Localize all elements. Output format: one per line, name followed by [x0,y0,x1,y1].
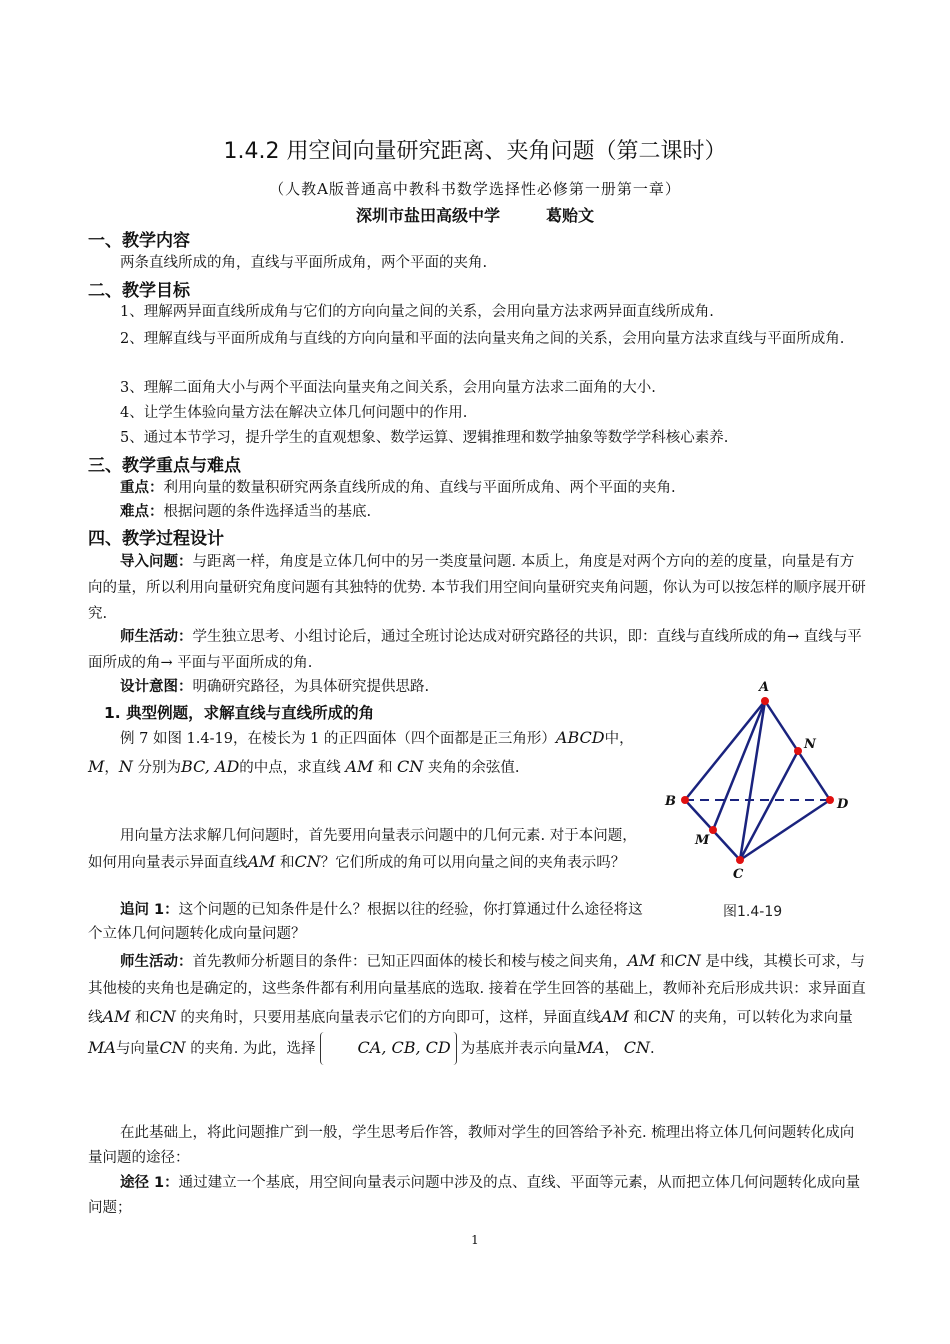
tetrahedron-figure [655,675,865,920]
author-name: 葛贻文 [546,206,595,225]
key-point-text: 利用向量的数量积研究两条直线所成的角、直线与平面所成角、两个平面的夹角. [163,480,676,496]
edge-cd [740,800,830,860]
math-bc-ad: BC, AD [181,757,240,776]
activity2-text-6: 和 [633,1010,648,1026]
label-a: A [759,680,770,695]
math-am-2: AM [247,852,276,871]
point-m [709,826,717,834]
intro-text: 与距离一样，角度是立体几何中的另一类度量问题. 本质上，角度是对两个方向的差的度量，向量是有方向的量，所以利用向量研究角度问题有其独特的优势. 本节我们用空间向量研究夹角问题，你认为可以按怎样的顺序展开研究. [88,554,866,622]
followup-paragraph [88,898,643,946]
label-d: D [837,797,849,812]
math-cn: CN [397,757,424,776]
vector-method-paragraph [88,824,643,876]
activity2-text-12: . [650,1041,655,1057]
point-d [826,796,834,804]
math-am-5: AM [600,1007,629,1026]
math-ma: MA [88,1038,116,1057]
activity2-text-2: 和 [660,954,675,970]
section-heading-process: 四、教学过程设计 [88,529,224,549]
difficult-point-text: 根据问题的条件选择适当的基底. [163,504,372,520]
followup-label: 追问 1： [120,902,179,918]
vector-text-1: 用向量方法求解几何问题时，首先要用向量表示问题中的几何元素. 对于本问题，如何用向量表示异面直线 [88,828,637,871]
vector-text-2: 和 [280,855,295,871]
math-cn-4: CN [149,1007,176,1026]
goal-item-2: 2、理解直线与平面所成角与直线的方向向量和平面的法向量夹角之间的关系，会用向量方法求直线与平面所成角. [120,331,845,347]
math-cn-5: CN [647,1007,675,1026]
activity2-text-4: 和 [135,1010,150,1026]
goal-item-1: 1、理解两异面直线所成角与它们的方向向量之间的关系，会用向量方法求两异面直线所成角. [120,304,714,320]
activity2-text-5: 的夹角时，只要用基底向量表示它们的方向即可，这样，异面直线 [180,1010,601,1026]
author-line [0,203,950,226]
goal-item-4: 4、让学生体验向量方法在解决立体几何问题中的作用. [120,405,468,421]
activity-paragraph [88,624,868,676]
activity2-text-10: 为基底并表示向量 [460,1041,577,1057]
activity2-text-11: ， [604,1041,620,1057]
activity2-text-9: 的夹角. 为此，选择 [190,1041,316,1057]
math-am: AM [345,757,374,776]
point-n [794,747,802,755]
author-school: 深圳市盐田高级中学 [355,206,500,225]
activity2-text-1: 首先教师分析题目的条件：已知正四面体的棱长和棱与棱之间夹角， [192,954,628,970]
section-heading-keypoints: 三、教学重点与难点 [88,456,241,476]
page-number: 1 [471,1233,479,1247]
path-label: 途径 1： [120,1175,179,1191]
figure-caption: 图1.4-19 [723,904,783,920]
design-text: 明确研究路径，为具体研究提供思路. [192,679,430,695]
point-a [761,697,769,705]
followup-text: 这个问题的已知条件是什么？根据以往的经验，你打算通过什么途径将这个立体几何问题转化成向量问题？ [88,902,643,942]
activity2-text-3: 是中线，其模长可求，与其他棱的夹角也是确定的，这些条件都有利用向量基底的选取. 接着在学生回答的基础上，教师补充后形成共识：求异面直线 [88,954,866,1026]
example-text-6: 和 [377,760,393,776]
section-content-text: 两条直线所成的角，直线与平面所成角，两个平面的夹角. [120,255,488,271]
goal-item-3: 3、理解二面角大小与两个平面法向量夹角之间关系，会用向量方法求二面角的大小. [120,380,656,396]
example-text-3: ， [104,760,119,776]
math-ma-2: MA [576,1038,605,1057]
example-text-4: 分别为 [137,760,181,776]
intro-paragraph [88,549,868,627]
math-am-3: AM [627,951,656,970]
path-paragraph [88,1171,868,1221]
goal-item-5: 5、通过本节学习，提升学生的直观想象、数学运算、逻辑推理和数学抽象等数学学科核心素养. [120,430,729,446]
key-point-label: 重点： [120,480,164,496]
math-cn-7: CN [623,1038,651,1057]
activity2-text-7: 的夹角，可以转化为求向量 [678,1010,853,1026]
difficult-point [88,500,868,524]
activity-text: 学生独立思考、小组讨论后，通过全班讨论达成对研究路径的共识，即：直线与直线所成的角→ 直线与平面所成的角→ 平面与平面所成的角. [88,629,862,671]
point-b [681,796,689,804]
example-text-1: 例 7 如图 1.4-19，在棱长为 1 的正四面体（四个面都是正三角形） [120,731,556,747]
subheading-example: 1. 典型例题，求解直线与直线所成的角 [104,704,375,722]
difficult-point-label: 难点： [120,504,164,520]
example-text-5: 的中点，求直线 [239,760,341,776]
activity2-text-8: 与向量 [115,1041,160,1057]
general-paragraph: 在此基础上，将此问题推广到一般，学生思考后作答，教师对学生的回答给予补充. 梳理出将立体几何问题转化成向量问题的途径： [88,1125,855,1166]
path-text: 通过建立一个基底，用空间向量表示问题中涉及的点、直线、平面等元素，从而把立体几何问题转化成向量问题； [88,1175,861,1216]
section-heading-goals: 二、教学目标 [88,281,190,301]
example-text-2: 中， [604,731,634,747]
design-label: 设计意图： [120,679,193,695]
page-title: 1.4.2 用空间向量研究距离、夹角问题（第二课时） [223,139,727,164]
section-heading-content: 一、教学内容 [88,231,190,251]
activity2-label: 师生活动： [120,954,193,970]
label-c: C [733,867,744,882]
math-abcd: ABCD [555,728,605,747]
example-text-7: 夹角的余弦值. [427,760,520,776]
point-c [736,856,744,864]
label-b: B [665,794,676,809]
segment-am [713,701,765,830]
math-am-4: AM [102,1007,131,1026]
math-cn-2: CN [294,852,321,871]
math-cn-3: CN [674,951,701,970]
intro-label: 导入问题： [120,554,193,570]
key-point [88,476,868,500]
math-n: N [118,757,133,776]
example-7 [88,724,643,782]
activity-label: 师生活动： [120,629,193,645]
basis-set [320,1032,457,1065]
subtitle: （人教A版普通高中教科书数学选择性必修第一册第一章） [269,180,681,198]
math-m: M [88,757,105,776]
math-cn-6: CN [159,1038,186,1057]
label-m: M [695,833,710,848]
math-basis: CA, CB, CD [357,1038,451,1057]
vector-text-3: ？它们所成的角可以用向量之间的夹角表示吗？ [320,855,626,871]
activity2-paragraph [88,947,868,1065]
label-n: N [804,737,816,752]
